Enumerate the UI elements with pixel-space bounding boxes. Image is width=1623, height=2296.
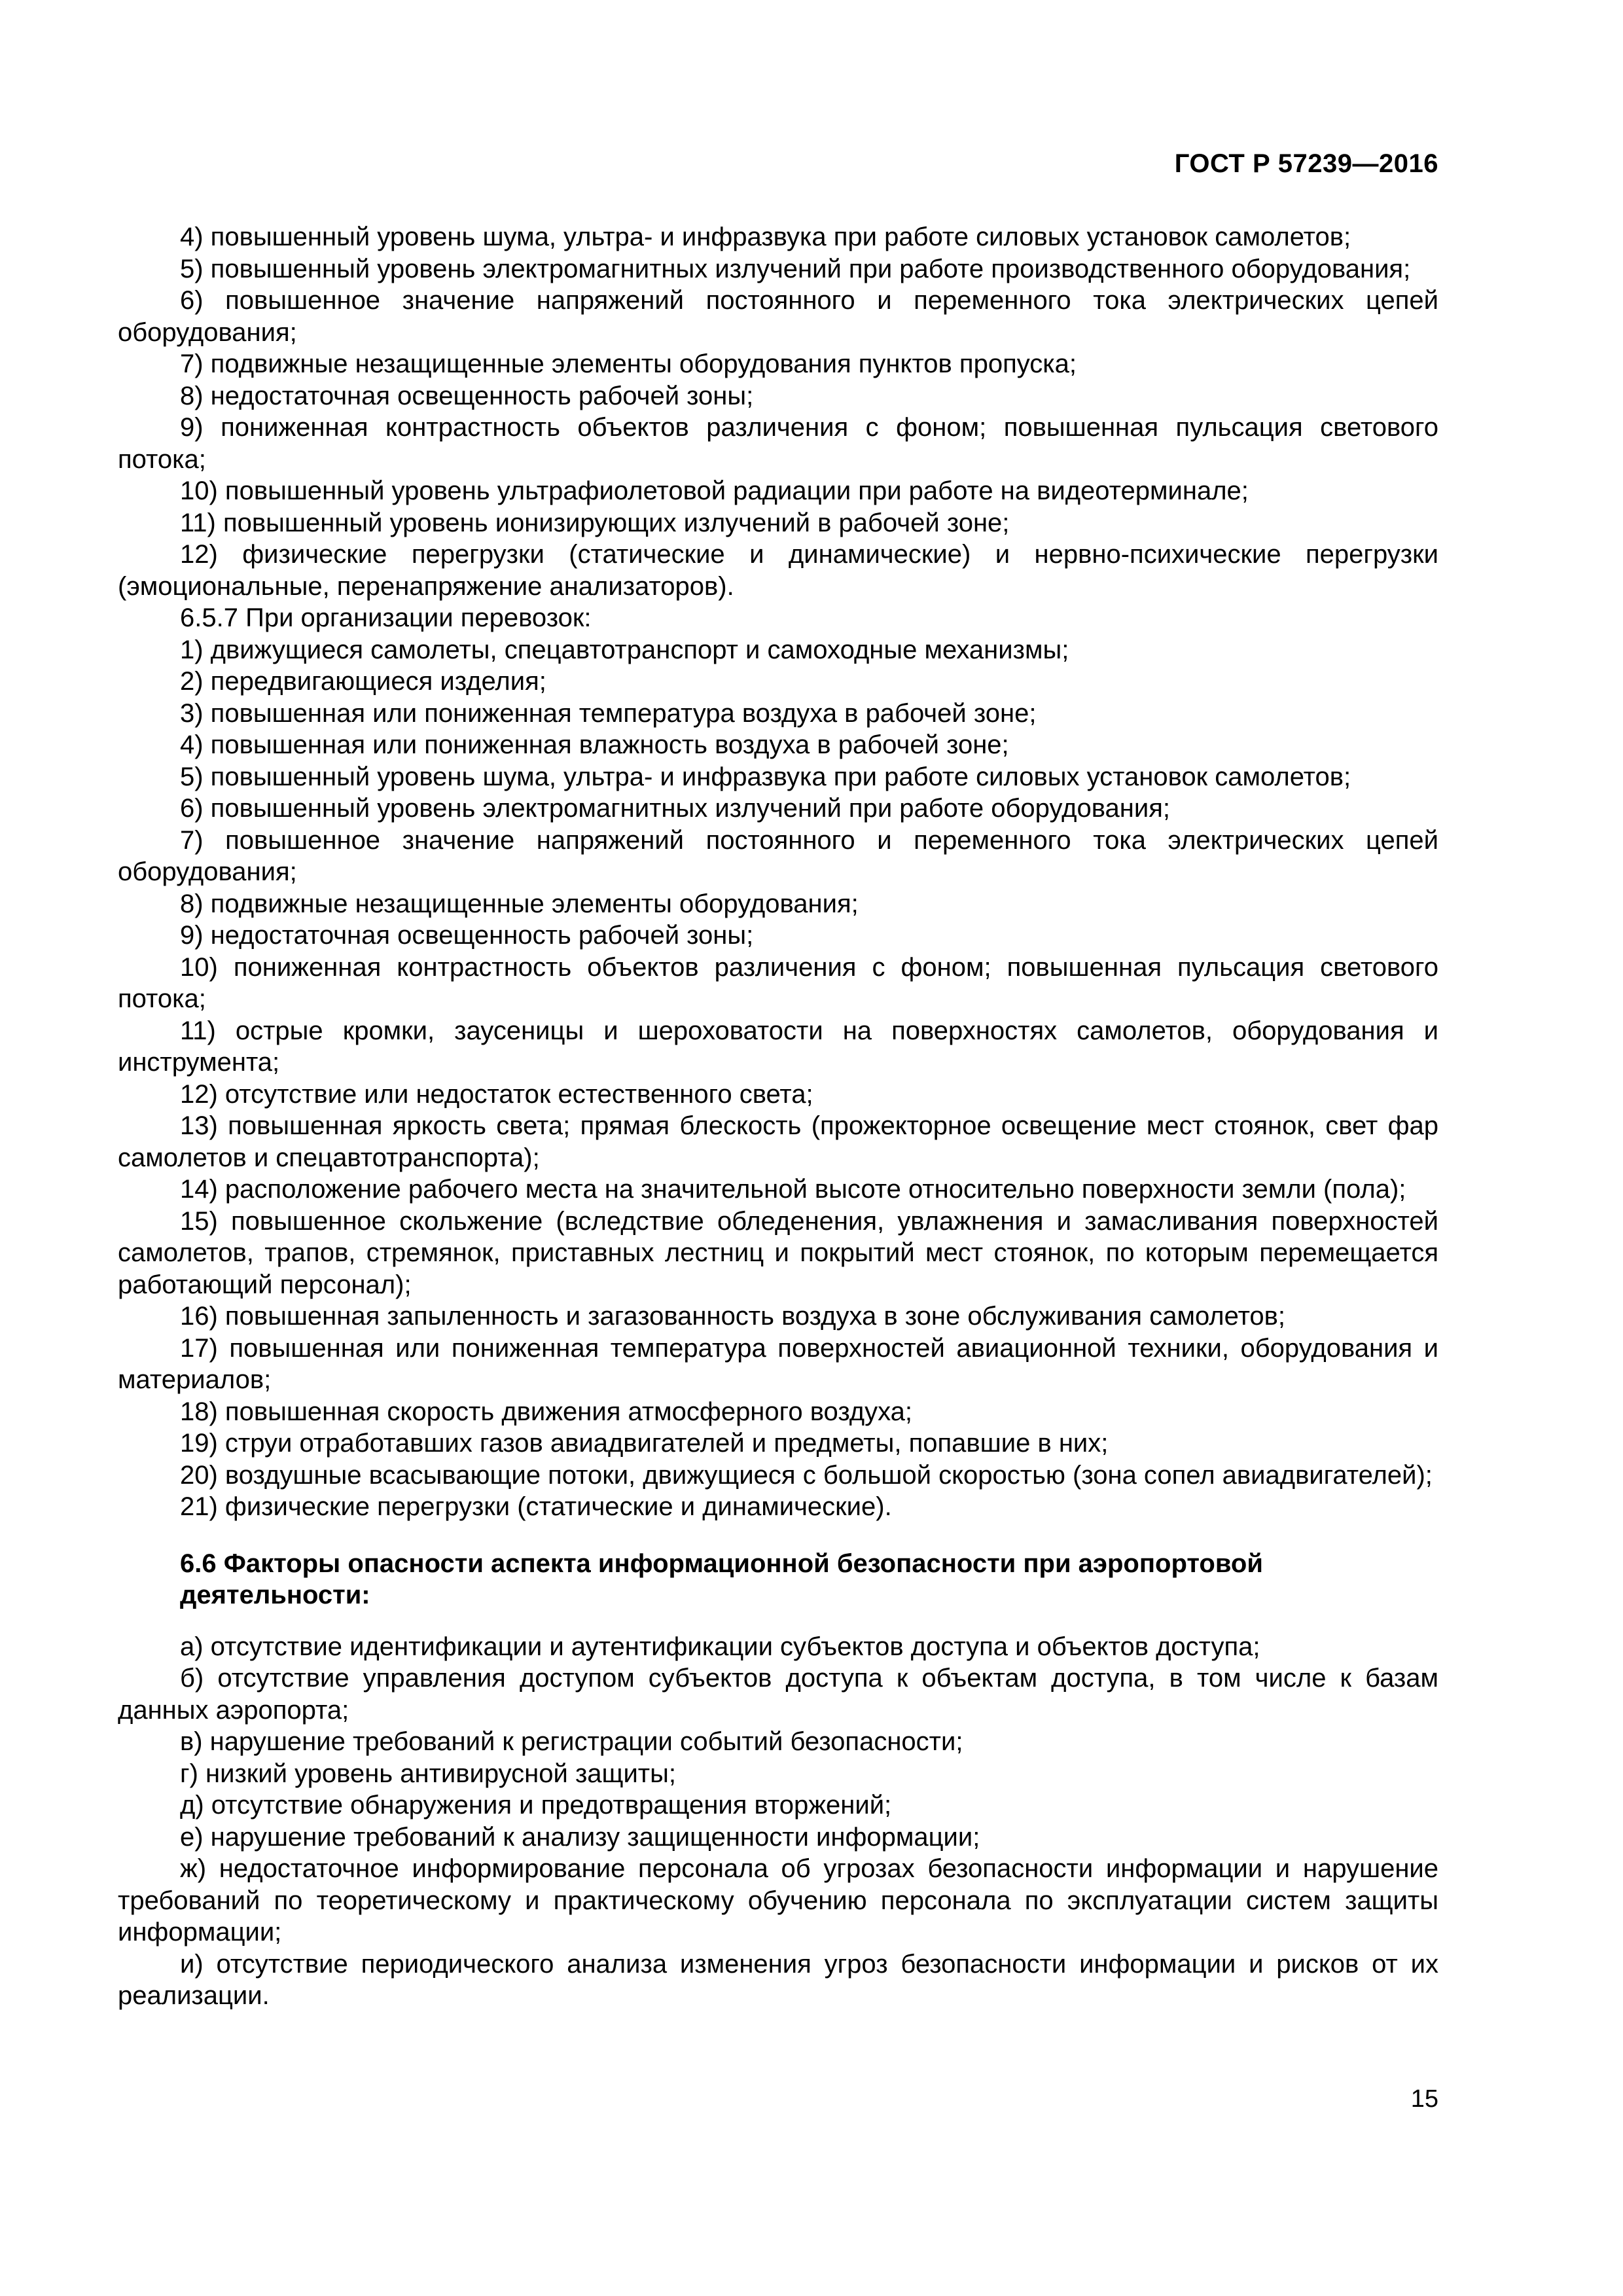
list-item: 6) повышенное значение напряжений постоянного и переменного тока электрических цепей оборудования; xyxy=(118,286,1438,347)
list-item: 7) повышенное значение напряжений постоянного и переменного тока электрических цепей оборудования; xyxy=(118,825,1438,886)
list-item: д) отсутствие обнаружения и предотвращения вторжений; xyxy=(180,1791,892,1820)
list-item: 5) повышенный уровень электромагнитных излучений при работе производственного оборудования; xyxy=(180,254,1411,283)
clause-heading-6-5-7: 6.5.7 При организации перевозок: xyxy=(180,603,592,632)
list-item: 14) расположение рабочего места на значительной высоте относительно поверхности земли (пола); xyxy=(180,1175,1406,1204)
list-item: ж) недостаточное информирование персонала об угрозах безопасности информации и нарушение требований по теоретическому и практическому обучению персонала по эксплуатации систем защиты информации; xyxy=(118,1854,1438,1946)
list-item: в) нарушение требований к регистрации событий безопасности; xyxy=(180,1727,963,1756)
list-item: б) отсутствие управления доступом субъектов доступа к объектам доступа, в том числе к базам данных аэропорта; xyxy=(118,1664,1438,1725)
list-item: 11) повышенный уровень ионизирующих излучений в рабочей зоне; xyxy=(180,508,1010,537)
list-item: е) нарушение требований к анализу защищенности информации; xyxy=(180,1822,980,1852)
list-item: 11) острые кромки, заусеницы и шероховатости на поверхностях самолетов, оборудования и инструмента; xyxy=(118,1016,1438,1077)
list-item: г) низкий уровень антивирусной защиты; xyxy=(180,1759,676,1788)
list-item: 9) недостаточная освещенность рабочей зоны; xyxy=(180,921,754,950)
page-number: 15 xyxy=(1410,2085,1438,2113)
list-item: 10) пониженная контрастность объектов различения с фоном; повышенная пульсация светового потока; xyxy=(118,952,1438,1013)
section-heading-6-6: 6.6 Факторы опасности аспекта информационной безопасности при аэропортовой деятельности: xyxy=(180,1549,1263,1609)
list-item: 8) подвижные незащищенные элементы оборудования; xyxy=(180,889,859,918)
list-item: 7) подвижные незащищенные элементы оборудования пунктов пропуска; xyxy=(180,350,1077,378)
list-item: 2) передвигающиеся изделия; xyxy=(180,667,546,696)
list-item: 10) повышенный уровень ультрафиолетовой радиации при работе на видеотерминале; xyxy=(180,476,1249,505)
list-item: а) отсутствие идентификации и аутентификации субъектов доступа и объектов доступа; xyxy=(180,1632,1260,1661)
list-item: 18) повышенная скорость движения атмосферного воздуха; xyxy=(180,1397,913,1426)
list-item: и) отсутствие периодического анализа изменения угроз безопасности информации и рисков от их реализации. xyxy=(118,1949,1438,2010)
list-item: 20) воздушные всасывающие потоки, движущиеся с большой скоростью (зона сопел авиадвигателей); xyxy=(180,1460,1433,1490)
list-item: 9) пониженная контрастность объектов различения с фоном; повышенная пульсация светового потока; xyxy=(118,413,1438,474)
list-item: 1) движущиеся самолеты, спецавтотранспорт и самоходные механизмы; xyxy=(180,635,1069,664)
list-item: 12) отсутствие или недостаток естественного света; xyxy=(180,1079,813,1109)
list-item: 15) повышенное скольжение (вследствие обледенения, увлажнения и замасливания поверхностей самолетов, трапов, стремянок, приставных лестниц и покрытий мест стоянок, по которым перемещается работающий персонал); xyxy=(118,1206,1438,1299)
document-number-header: ГОСТ Р 57239—2016 xyxy=(1174,149,1438,178)
list-item: 16) повышенная запыленность и загазованность воздуха в зоне обслуживания самолетов; xyxy=(180,1302,1286,1331)
list-item: 19) струи отработавших газов авиадвигателей и предметы, попавшие в них; xyxy=(180,1429,1109,1458)
list-item: 4) повышенная или пониженная влажность воздуха в рабочей зоне; xyxy=(180,730,1009,759)
list-item: 4) повышенный уровень шума, ультра- и инфразвука при работе силовых установок самолетов; xyxy=(180,223,1351,251)
page-content xyxy=(118,221,1438,2012)
list-item: 12) физические перегрузки (статические и динамические) и нервно-психические перегрузки (эмоциональные, перенапряжение анализаторов). xyxy=(118,540,1438,601)
list-item: 5) повышенный уровень шума, ультра- и инфразвука при работе силовых установок самолетов; xyxy=(180,762,1351,791)
list-item: 6) повышенный уровень электромагнитных излучений при работе оборудования; xyxy=(180,794,1170,823)
list-item: 13) повышенная яркость света; прямая блескость (прожекторное освещение мест стоянок, свет фар самолетов и спецавтотранспорта); xyxy=(118,1111,1438,1172)
list-item: 17) повышенная или пониженная температура поверхностей авиационной техники, оборудования и материалов; xyxy=(118,1333,1438,1394)
list-item: 8) недостаточная освещенность рабочей зоны; xyxy=(180,381,754,410)
list-item: 21) физические перегрузки (статические и динамические). xyxy=(180,1492,892,1521)
list-item: 3) повышенная или пониженная температура воздуха в рабочей зоне; xyxy=(180,698,1037,728)
